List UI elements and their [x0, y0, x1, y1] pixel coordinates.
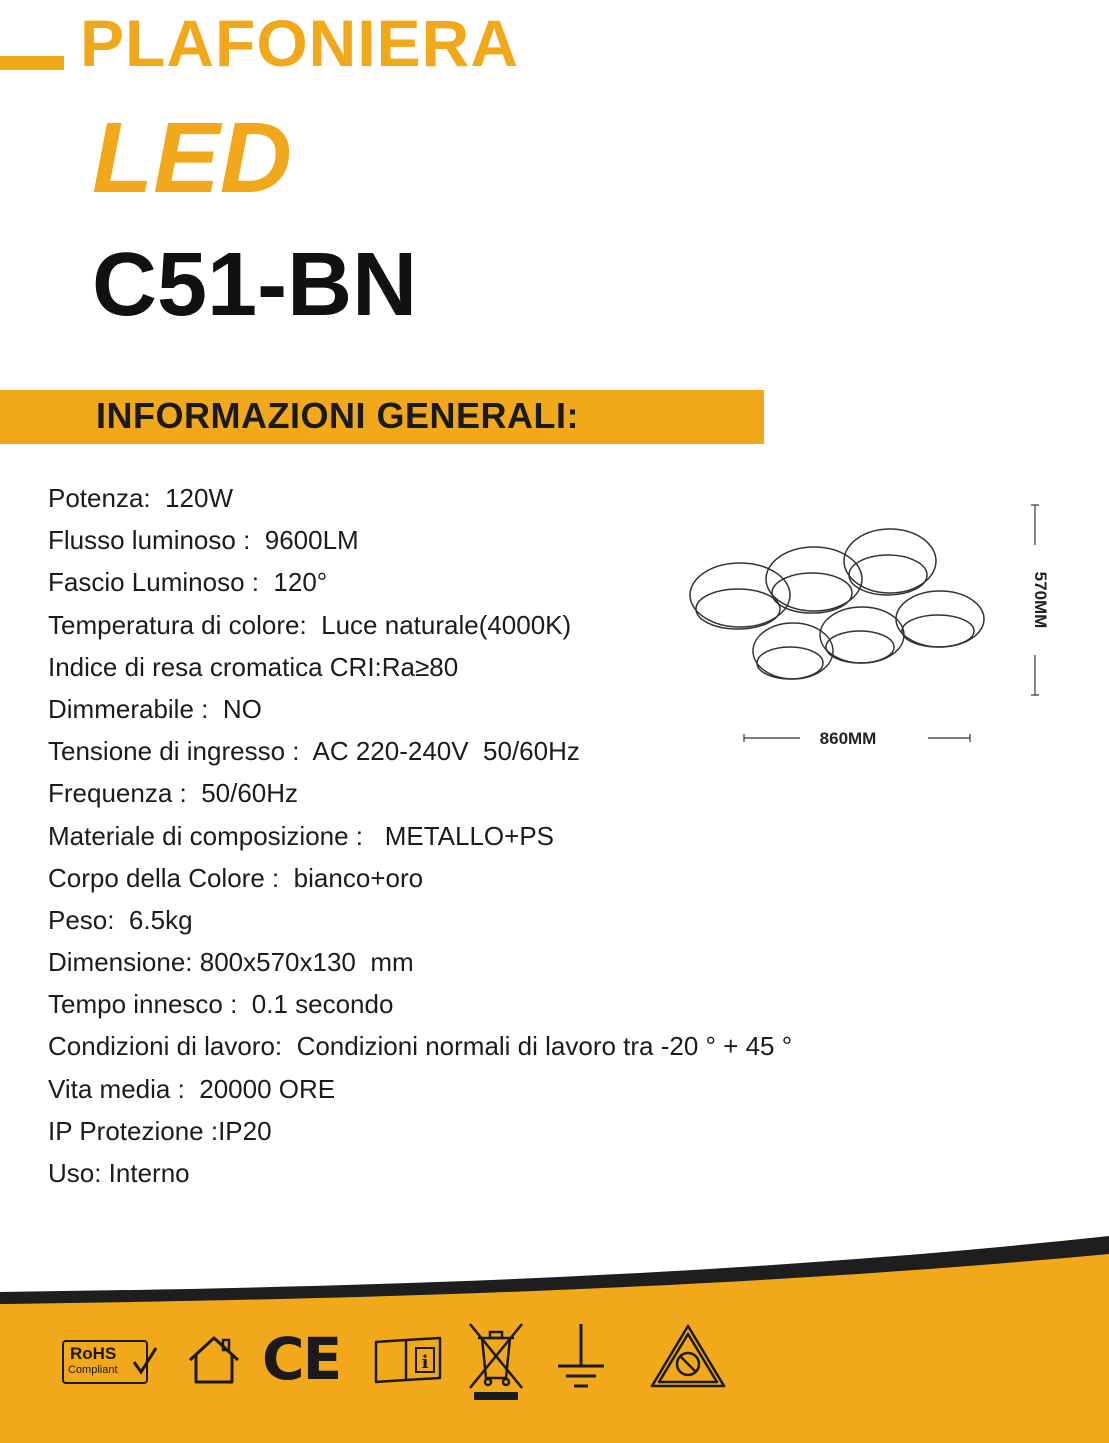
read-manual-icon	[372, 1336, 444, 1384]
section-title: INFORMAZIONI GENERALI:	[96, 395, 579, 436]
spec-item: Indice di resa cromatica CRI:Ra≥80	[48, 651, 459, 682]
spec-item: Frequenza : 50/60Hz	[48, 778, 299, 809]
spec-item: Dimensione: 800x570x130 mm	[48, 947, 414, 978]
spec-item: Peso: 6.5kg	[48, 904, 193, 935]
width-label: 860MM	[819, 729, 877, 748]
product-model-code: C51-BN	[92, 235, 418, 335]
spec-item: Flusso luminoso : 9600LM	[48, 525, 359, 556]
product-dimension-diagram	[680, 495, 1060, 765]
spec-item: Tensione di ingresso : AC 220-240V 50/60Hz	[48, 736, 580, 767]
ce-mark-icon: CE	[262, 1325, 341, 1393]
spec-item: Uso: Interno	[48, 1158, 190, 1188]
rohs-label: RoHS	[70, 1344, 117, 1363]
svg-text:i: i	[421, 1352, 429, 1373]
spec-item: Dimmerabile : NO	[48, 693, 262, 724]
spec-item: Corpo della Colore : bianco+oro	[48, 862, 424, 893]
spec-item: Potenza: 120W	[48, 483, 233, 513]
ground-earth-icon	[554, 1322, 608, 1394]
spec-item: Vita media : 20000 ORE	[48, 1073, 336, 1104]
weee-bin-icon	[464, 1320, 528, 1404]
height-label: 570MM	[1031, 571, 1050, 629]
rohs-icon	[62, 1340, 156, 1384]
product-type-title: PLAFONIERA	[80, 6, 519, 80]
product-tech-title: LED	[92, 102, 292, 214]
spec-item: Materiale di composizione : METALLO+PS	[48, 820, 555, 851]
spec-item: Fascio Luminoso : 120°	[48, 567, 328, 598]
do-not-cover-icon	[648, 1322, 728, 1390]
spec-item: Tempo innesco : 0.1 secondo	[48, 989, 394, 1020]
spec-item: Condizioni di lavoro: Condizioni normali di lavoro tra -20 ° + 45 °	[48, 1031, 793, 1062]
check-icon	[132, 1346, 158, 1376]
spec-item: IP Protezione :IP20	[48, 1115, 272, 1146]
indoor-house-icon	[186, 1334, 242, 1386]
title-accent-bar	[0, 56, 64, 70]
rohs-sub-label: Compliant	[68, 1364, 118, 1376]
lamp-drawing	[690, 529, 984, 679]
spec-item: Temperatura di colore: Luce naturale(4000K)	[48, 609, 572, 640]
